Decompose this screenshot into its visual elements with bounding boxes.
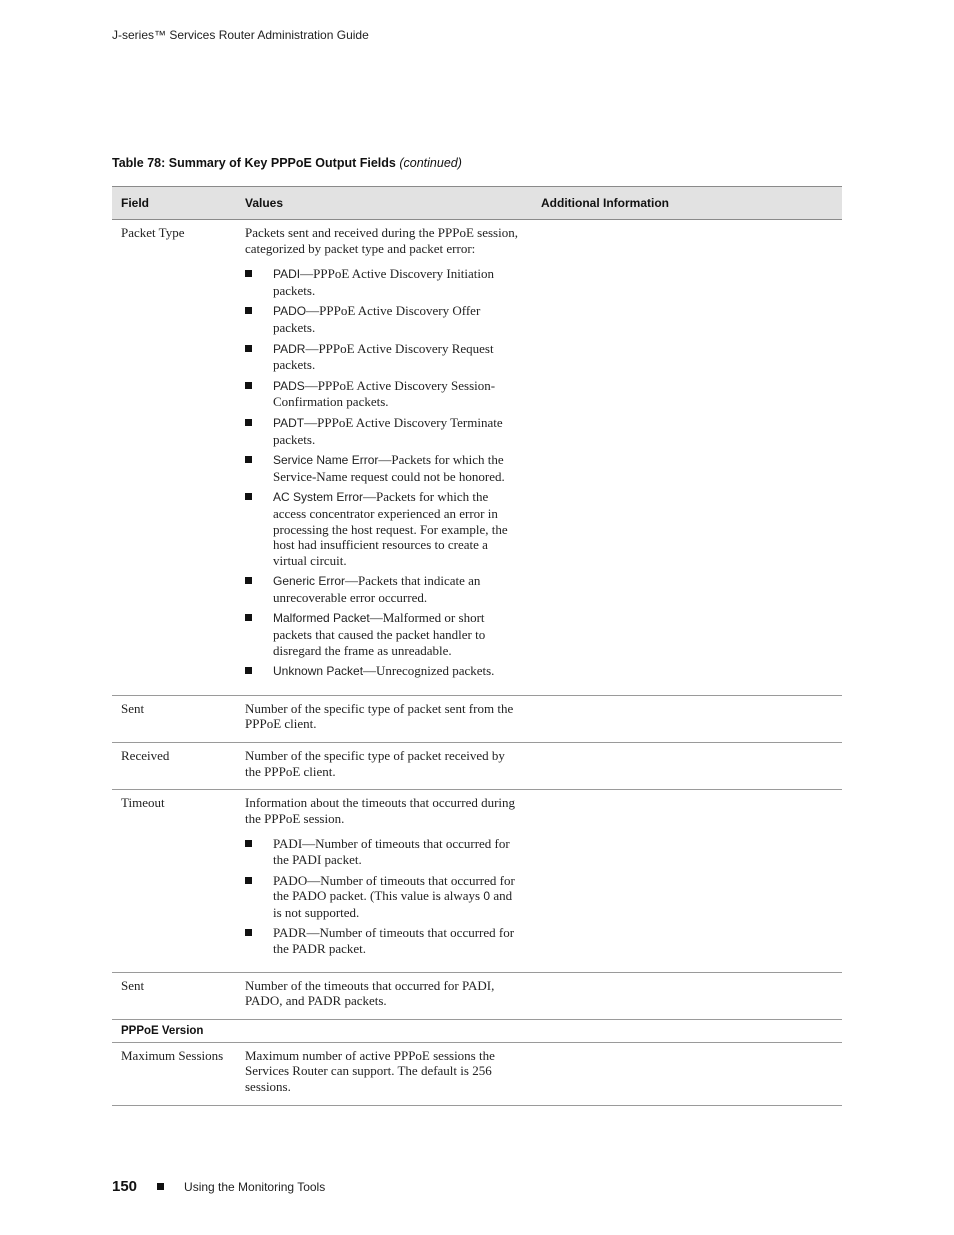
list-item: Unknown Packet—Unrecognized packets. (245, 663, 523, 680)
field-additional-information (531, 743, 842, 789)
field-name: Maximum Sessions (121, 1047, 224, 1063)
list-item: PADT—PPPoE Active Discovery Terminate packets. (245, 415, 523, 447)
pppoe-output-fields-table (112, 186, 842, 1106)
field-values: Maximum number of active PPPoE sessions the Services Router can support. The default is 256 sessions. (245, 1047, 495, 1094)
values-intro: Packets sent and received during the PPPoE session, categorized by packet type and packet error: (245, 225, 518, 256)
field-additional-information (531, 696, 842, 742)
list-item: Generic Error—Packets that indicate an unrecoverable error occurred. (245, 573, 523, 605)
field-values (235, 790, 531, 971)
field-name: Timeout (121, 795, 165, 811)
table-caption-continued: (continued) (399, 156, 462, 170)
field-additional-information (531, 220, 842, 695)
field-additional-information (531, 973, 842, 1019)
values-intro: Information about the timeouts that occurred during the PPPoE session. (245, 795, 516, 826)
field-values: Number of the specific type of packet received by the PPPoE client. (245, 748, 505, 779)
field-additional-information (531, 790, 842, 971)
table-row (112, 696, 842, 743)
list-item: PADO—Number of timeouts that occurred for the PADO packet. (This value is always 0 and is not supported. (245, 873, 523, 921)
field-name: Received (121, 748, 170, 764)
field-values (235, 220, 531, 695)
section-heading-pppoe-version: PPPoE Version (112, 1020, 842, 1043)
list-item: AC System Error—Packets for which the access concentrator experienced an error in processing the host request. For example, the host had insufficient resources to create a virtual circuit. (245, 489, 523, 568)
field-additional-information (531, 1043, 842, 1105)
list-item: PADS—PPPoE Active Discovery Session-Confirmation packets. (245, 378, 523, 410)
table-row (112, 1043, 842, 1106)
column-header-values: Values (245, 196, 284, 210)
page-number: 150 (112, 1178, 138, 1195)
list-item: Malformed Packet—Malformed or short packets that caused the packet handler to disregard the frame as unreadable. (245, 610, 523, 658)
running-header: J-series™ Services Router Administration Guide (112, 28, 369, 42)
packet-type-list (245, 266, 523, 680)
field-values: Number of the timeouts that occurred for PADI, PADO, and PADR packets. (245, 977, 495, 1009)
column-header-additional-information: Additional Information (541, 196, 669, 210)
square-bullet-icon (157, 1183, 164, 1190)
field-name: Sent (121, 700, 145, 716)
list-item: PADI—PPPoE Active Discovery Initiation packets. (245, 266, 523, 298)
table-caption (112, 156, 462, 170)
chapter-title: Using the Monitoring Tools (184, 1179, 326, 1194)
timeout-list (245, 836, 523, 956)
table-caption-title: Table 78: Summary of Key PPPoE Output Fields (112, 156, 396, 170)
table-row (112, 790, 842, 972)
list-item: PADR—Number of timeouts that occurred for the PADR packet. (245, 925, 523, 956)
field-name: Sent (121, 977, 145, 993)
column-header-field: Field (121, 196, 150, 210)
page-footer (112, 1178, 325, 1195)
list-item: PADI—Number of timeouts that occurred for the PADI packet. (245, 836, 523, 867)
table-row (112, 973, 842, 1020)
field-name: Packet Type (121, 225, 185, 240)
table-row (112, 743, 842, 790)
field-values: Number of the specific type of packet sent from the PPPoE client. (245, 700, 514, 732)
list-item: Service Name Error—Packets for which the Service-Name request could not be honored. (245, 452, 523, 484)
list-item: PADO—PPPoE Active Discovery Offer packets. (245, 303, 523, 335)
table-row (112, 220, 842, 696)
list-item: PADR—PPPoE Active Discovery Request packets. (245, 341, 523, 373)
table-header-row (112, 186, 842, 220)
